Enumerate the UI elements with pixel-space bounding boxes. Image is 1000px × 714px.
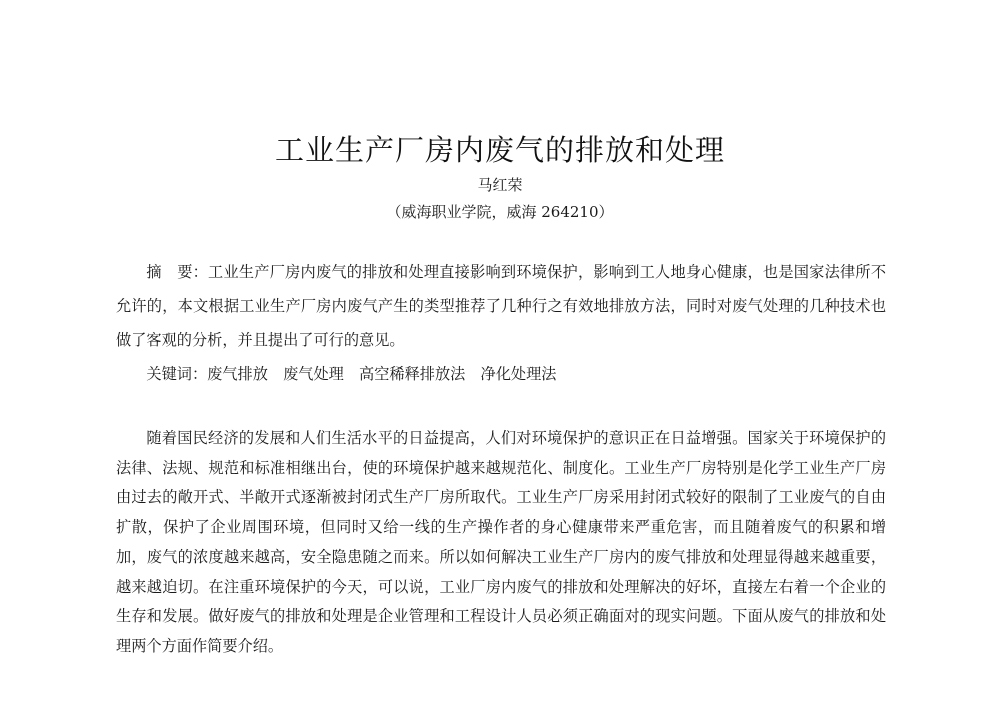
keyword: 废气排放	[207, 365, 268, 383]
paper-title: 工业生产厂房内废气的排放和处理	[274, 133, 725, 167]
abstract-label: 摘 要：	[146, 263, 209, 281]
body-paragraph: 随着国民经济的发展和人们生活水平的日益提高，人们对环境保护的意识正在日益增强。国家关于环境保护的法律、法规、规范和标准相继出台，使的环境保护越来越规范化、制度化。工业生产厂房特别是化学工业生产厂房由过去的敞开式、半敞开式逐渐被封闭式生产厂房所取代。工业生产厂房采用封闭式较好的限制了工业废气的自由扩散，保护了企业周围环境，但同时又给一线的生产操作者的身心健康带来严重危害，而且随着废气的积累和增加，废气的浓度越来越高，安全隐患随之而来。所以如何解决工业生产厂房内的废气排放和处理显得越来越重要，越来越迫切。在注重环境保护的今天，可以说，工业厂房内废气的排放和处理解决的好坏，直接左右着一个企业的生存和发展。做好废气的排放和处理是企业管理和工程设计人员必须正确面对的现实问题。下面从废气的排放和处理两个方面作简要介绍。	[116, 429, 886, 655]
keyword: 废气处理	[283, 365, 344, 383]
author-name: 马红荣	[477, 176, 523, 194]
abstract	[116, 255, 886, 357]
author-affiliation: （威海职业学院，威海 264210）	[386, 203, 614, 221]
keyword: 高空稀释排放法	[359, 365, 466, 383]
keyword: 净化处理法	[480, 365, 557, 383]
abstract-text: 工业生产厂房内废气的排放和处理直接影响到环境保护，影响到工人地身心健康，也是国家法律所不允许的，本文根据工业生产厂房内废气产生的类型推荐了几种行之有效地排放方法，同时对废气处理的几种技术也做了客观的分析，并且提出了可行的意见。	[116, 263, 887, 349]
keywords	[116, 357, 886, 391]
keywords-label: 关键词：	[146, 365, 208, 383]
